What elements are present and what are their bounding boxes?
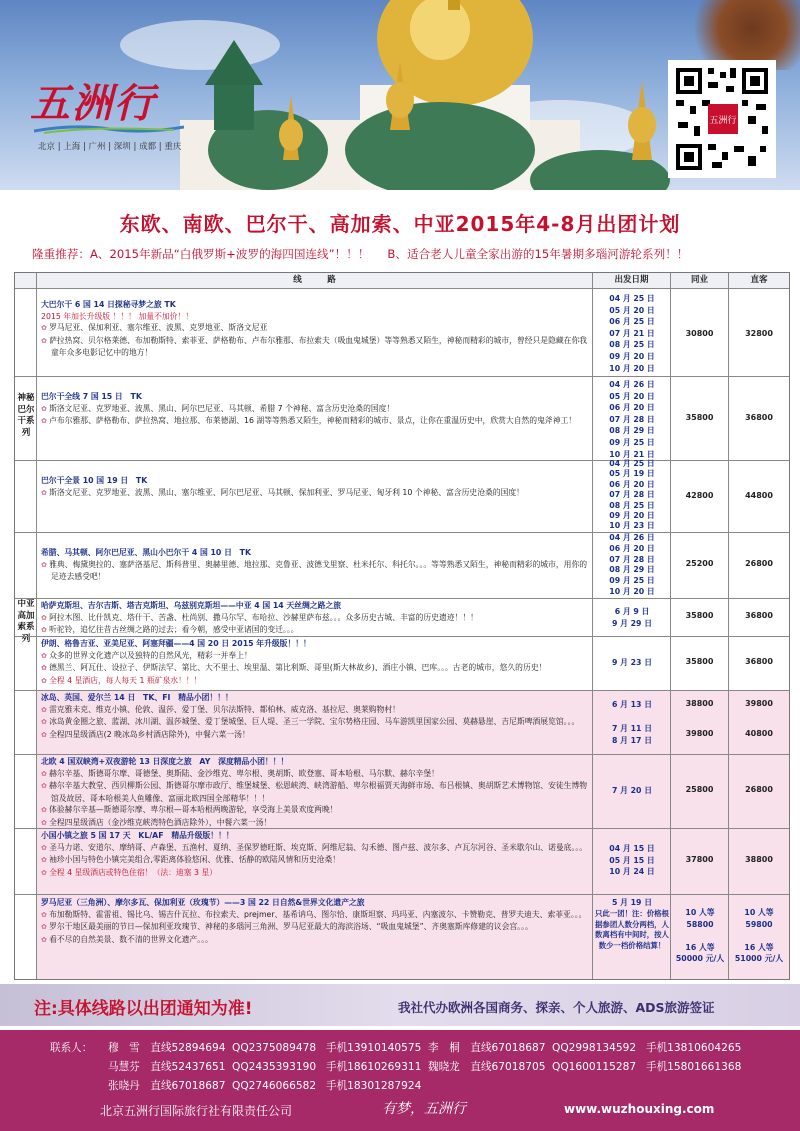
price-direct: 40800 xyxy=(745,729,773,738)
header-direct: 直客 xyxy=(750,275,768,285)
price-peer: 37800 xyxy=(685,855,714,864)
price-direct: 32800 xyxy=(745,329,773,338)
table-row: 北欧 4 国双峡湾+双夜游轮 13 日深度之旅 AY 深度精品小团！！！ ✿ 赫尔辛基、斯德哥尔摩、哥德堡、奥斯陆、金沙维克、卑尔根、奥胡斯、欧登塞、哥本哈根、马尔默、赫尔辛堡！ ✿ 赫尔辛基大教堂、西贝柳斯公园、斯德哥尔摩市政厅、维堡城堡、松恩峡湾、峡湾游船、卑尔根福贾天海鲜市场、布吕根镇、奥胡斯艺术博物馆、安徒生博物馆及故居、哥本哈根美人鱼雕像、富丽北欧四国全部精华！！！ ✿ 体验赫尔辛基—斯德哥尔摩、卑尔根—哥本哈根两晚游轮，享受海上美景欢度两晚！ ✿ 全程四星级酒店（金沙维克峡湾特色酒店除外），中餐六菜一汤！ 7 月 20 日 25800 26800 xyxy=(15,755,789,829)
header-photo xyxy=(0,0,800,190)
table-row: 大巴尔干 6 国 14 日探秘寻梦之旅 TK 2015 年加长升级版 ！！！ 加量不加价！！ ✿ 罗马尼亚、保加利亚、塞尔维亚、波黑、克罗地亚、斯洛文尼亚 ✿ 萨拉热窝、贝尔格莱德、布加勒斯特、索菲亚、萨格勒布、卢布尔雅那、布拉索夫（吸血鬼城堡）等等熟悉又陌生，神秘而精彩的城市，曾经只是隐藏在你我童年众多电影记忆中的地方！ 04 月 25 日 05 月 20 日 06 月 25 日 07 月 21 日 08 月 25 日 09 月 20 日 10 月 20 日 30800 32800 xyxy=(15,289,789,377)
qr-code xyxy=(668,60,776,178)
slogan: 有梦，五洲行 xyxy=(382,1101,466,1117)
table-row: 巴尔干全线 7 国 15 日 TK ✿ 斯洛文尼亚、克罗地亚、波黑、黑山、阿尔巴尼亚、马其顿、希腊 7 个神秘、富含历史沧桑的国度！ ✿ 卢布尔雅那、萨格勒布、萨拉热窝、地拉那、布莱德湖、16 湖等等熟悉又陌生，神秘而精彩的城市、景点，让你在重温历史中，欣赏大自然的鬼斧神工！ 04 月 26 日 05 月 20 日 06 月 20 日 07 月 28 日 08 月 29 日 09 月 25 日 10 月 21 日 35800 36800 xyxy=(15,377,789,461)
price-direct: 26800 xyxy=(745,559,773,568)
price-peer: 25800 xyxy=(685,785,714,794)
price-peer: 42800 xyxy=(685,491,714,500)
price-peer: 35800 xyxy=(685,611,714,620)
table-row: 哈萨克斯坦、吉尔吉斯、塔吉克斯坦、乌兹别克斯坦——中亚 4 国 14 天丝绸之路之旅 ✿ 阿拉木图、比什凯克、塔什干、苦盏、杜尚别、撒马尔罕、布哈拉、沙赫里萨布兹。。。众多历史古城、丰富的历史遗迹！！！ ✿ 听驼铃，追忆往昔古丝绸之路的过去；看今朝，感受中亚诸国的变迁。。。 6 月 9 日 9 月 29 日 35800 36800 xyxy=(15,599,789,637)
price-direct: 38800 xyxy=(745,855,773,864)
header-dates: 出发日期 xyxy=(593,273,671,288)
notice-text: 注:具体线路以出团通知为准! xyxy=(34,999,253,1019)
price-direct: 26800 xyxy=(745,785,773,794)
price-direct: 44800 xyxy=(745,491,773,500)
contact-label: 联系人： xyxy=(50,1042,93,1054)
brand-name: 五洲行 xyxy=(30,80,156,127)
header-route: 线 路 xyxy=(37,273,593,288)
price-direct: 36800 xyxy=(745,611,773,620)
logo-swoosh-icon xyxy=(34,124,184,134)
price-direct: 39800 xyxy=(745,699,773,708)
table-row: 希腊、马其顿、阿尔巴尼亚、黑山小巴尔干 4 国 10 日 TK ✿ 雅典、梅黛奥拉的、塞萨洛基尼、斯科普里、奥赫里德、地拉那、克鲁亚、波德戈里察、杜米托尔、科托尔。。。等等熟悉又陌生，神秘而精彩的城市，用你的足迹去感受吧！ 04 月 26 日 06 月 20 日 07 月 28 日 08 月 29 日 09 月 25 日 10 月 20 日 25200 26800 xyxy=(15,533,789,599)
website-link[interactable]: www.wuzhouxing.com xyxy=(564,1102,715,1116)
table-row: 伊朗、格鲁吉亚、亚美尼亚、阿塞拜疆——4 国 20 日 2015 年升级版！！！ ✿ 众多的世界文化遗产以及独特的自然风光，精彩一并奉上！ ✿ 德黑兰、阿瓦仕、设拉子、伊斯法罕、第比、大不里士、埃里温、第比利斯、哥里(斯大林故乡)、酒庄小镇、巴库。。。古老的城市，悠久的历史！ ✿ 全程 4 星酒店，每人每天 1 瓶矿泉水！！！ 9 月 23 日 35800 36800 xyxy=(15,637,789,691)
service-text: 我社代办欧洲各国商务、探亲、个人旅游、ADS旅游签证 xyxy=(398,1000,715,1015)
header-peer: 同业 xyxy=(671,273,729,288)
price-note: 只此一团！注：价格根据参团人数分两档，人数离档有中间时，按人数少一档价格结算！ xyxy=(595,909,669,950)
table-row: 冰岛、英国、爱尔兰 14 日 TK、FI 精品小团！！！ ✿ 雷克雅未克、维克小镇、伦敦、温莎、爱丁堡、贝尔法斯特、都柏林、威克洛、基拉尼、奥莱购物村！ ✿ 冰岛黄金圈之旅、蓝湖、冰川湖、温莎城堡、爱丁堡城堡、巨人堤、圣三一学院、宝尔势格庄园、马车游凯里国家公园、莫赫悬崖、吉尼斯啤酒展览馆。。。 ✿ 全程四星级酒店(2 晚冰岛乡村酒店除外)，中餐六菜一汤！ 6 月 13 日 7 月 11 日 8 月 17 日 38800 39800 39800 40800 xyxy=(15,691,789,755)
recommendation-b: B、适合老人儿童全家出游的15年暑期多瑙河游轮系列！！ xyxy=(387,247,689,261)
price-peer: 25200 xyxy=(685,559,714,568)
contact-row-2: 马慧芬 直线52437651 QQ2435393190 手机18610269311 魏晓龙 直线67018705 QQ1600115287 手机15801661368 xyxy=(108,1061,742,1073)
recommendation-line xyxy=(32,246,792,262)
price-direct: 36800 xyxy=(745,657,773,666)
brand-cities: 北京 | 上海 | 广州 | 深圳 | 成都 | 重庆 xyxy=(38,142,182,152)
page-title: 东欧、南欧、巴尔干、高加索、中亚2015年4-8月出团计划 xyxy=(119,212,681,236)
brand-logo xyxy=(30,72,230,162)
category-caucasus: 中亚高加索系列 xyxy=(17,599,35,644)
price-peer: 38800 xyxy=(685,699,714,708)
price-peer: 35800 xyxy=(685,657,714,666)
price-direct: 36800 xyxy=(745,413,773,422)
table-header-row xyxy=(15,273,789,289)
category-balkan: 神秘巴尔干系列 xyxy=(17,393,35,438)
contact-row-3: 张晓丹 直线67018687 QQ2746066582 手机18301287924 xyxy=(108,1080,422,1092)
price-peer: 39800 xyxy=(685,729,714,738)
tour-schedule-table xyxy=(14,272,790,980)
qr-logo-text: 五洲行 xyxy=(709,116,737,126)
table-row: 巴尔干全景 10 国 19 日 TK ✿ 斯洛文尼亚、克罗地亚、波黑、黑山、塞尔维亚、阿尔巴尼亚、马其顿、保加利亚、罗马尼亚、匈牙利 10 个神秘、富含历史沧桑的国度！ 04 月 25 日 05 月 19 日 06 月 20 日 07 月 28 日 08 月 25 日 09 月 20 日 10 月 23 日 42800 44800 xyxy=(15,461,789,533)
company-name: 北京五洲行国际旅行社有限责任公司 xyxy=(100,1104,293,1118)
table-row: 小国小镇之旅 5 国 17 天 KL/AF 精品升级版！！！ ✿ 圣马力诺、安道尔、摩纳哥、卢森堡、五渔村、夏纳、圣保罗德旺斯、埃克斯、阿维尼翁、勾禾德、图卢兹、波尔多、卢瓦尔河谷、圣米歇尔山、诺曼底。。。 ✿ 袖珍小国与特色小镇完美组合,零距离体验悠闲、优雅、恬静的欧陆风情和历史沧桑！ ✿ 全程 4 星级酒店或特色住宿！（法：迪塞 3 星） 04 月 15 日 05 月 15 日 10 月 24 日 37800 38800 xyxy=(15,829,789,895)
price-peer: 35800 xyxy=(685,413,714,422)
price-peer: 30800 xyxy=(685,329,714,338)
table-row: 罗马尼亚（三角洲）、摩尔多瓦、保加利亚（玫瑰节）——3 国 22 日自然&世界文化遗产之旅 ✿ 布加勒斯特、霍雷祖、锡比乌、锡吉什瓦拉、布拉索夫、prejmer、基希讷乌、图尔恰、康斯坦察、玛玛亚、内塞波尔、卡赞勒克、普罗夫迪夫、索菲亚。。。 ✿ 罗尔干地区最美丽的节日—保加利亚玫瑰节、神秘的多瑙河三角洲、罗马尼亚最大的海滨浴场、“吸血鬼城堡”、齐奥塞斯库修建的议会宫。。。 ✿ 看不尽的自然美景、数不清的世界文化遗产。。。 5 月 19 日 只此一团！注：价格根据参团人数分两档，人数离档有中间时，按人数少一档价格结算！ 10 人等 58800 16 人等 50000 元/人 10 人等 59800 16 人等 51000 元/人 xyxy=(15,895,789,979)
recommendation-a: 隆重推荐：A、2015年新品“白俄罗斯+波罗的海四国连线”！！！ xyxy=(32,247,370,261)
contact-row-1: 联系人： 穆 雪 直线52894694 QQ2375089478 手机13910140575 李 桐 直线67018687 QQ2998134592 手机13810604265 xyxy=(50,1042,742,1054)
